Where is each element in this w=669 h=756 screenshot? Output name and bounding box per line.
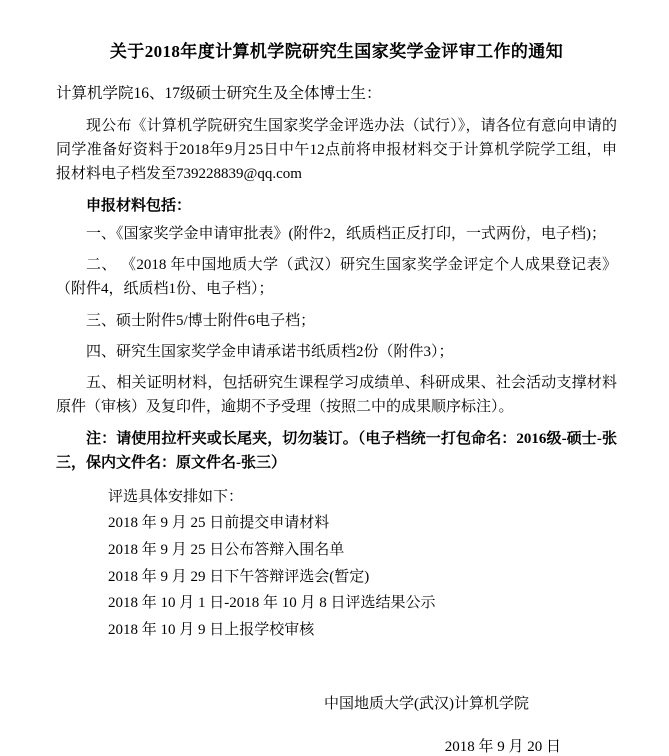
schedule-item: 2018 年 9 月 29 日下午答辩评选会(暂定) [108,568,370,585]
material-item-5: 五、相关证明材料，包括研究生课程学习成绩单、科研成果、社会活动支撑材料原件（审核）及复印件，逾期不予受理（按照二中的成果顺序标注）。 [56,375,617,416]
signature-organization: 中国地质大学(武汉)计算机学院 [324,695,529,712]
schedule-item: 2018 年 10 月 1 日-2018 年 10 月 8 日评选结果公示 [108,595,436,612]
material-item-2: 二、 《2018 年中国地质大学（武汉）研究生国家奖学金评定个人成果登记表》（附件4，纸质档1份、电子档）； [56,257,617,298]
material-item-3: 三、硕士附件5/博士附件6电子档； [86,312,316,329]
material-item-1: 一、《国家奖学金申请审批表》(附件2，纸质档正反打印，一式两份，电子档)； [86,225,606,242]
schedule-item: 2018 年 9 月 25 日公布答辩入围名单 [108,542,345,559]
signature-date: 2018 年 9 月 20 日 [444,738,561,755]
schedule-item: 2018 年 9 月 25 日前提交申请材料 [108,515,330,532]
important-note: 注：请使用拉杆夹或长尾夹，切勿装订。（电子档统一打包命名：2016级-硕士-张三，保内文件名：原文件名-张三） [56,430,617,472]
schedule-heading: 评选具体安排如下： [108,489,244,506]
material-item-4: 四、研究生国家奖学金申请承诺书纸质档2份（附件3）； [86,343,454,360]
schedule-item: 2018 年 10 月 9 日上报学校审核 [108,622,315,639]
materials-heading: 申报材料包括： [86,197,192,214]
salutation: 计算机学院16、17级硕士研究生及全体博士生： [56,84,382,102]
paragraph-intro: 现公布《计算机学院研究生国家奖学金评选办法（试行）》，请各位有意向申请的同学准备好资料于2018年9月25日中午12点前将申报材料交于计算机学院学工组，申报材料电子档发至739228839@qq.com [56,117,617,183]
page-title: 关于2018年度计算机学院研究生国家奖学金评审工作的通知 [109,42,564,61]
